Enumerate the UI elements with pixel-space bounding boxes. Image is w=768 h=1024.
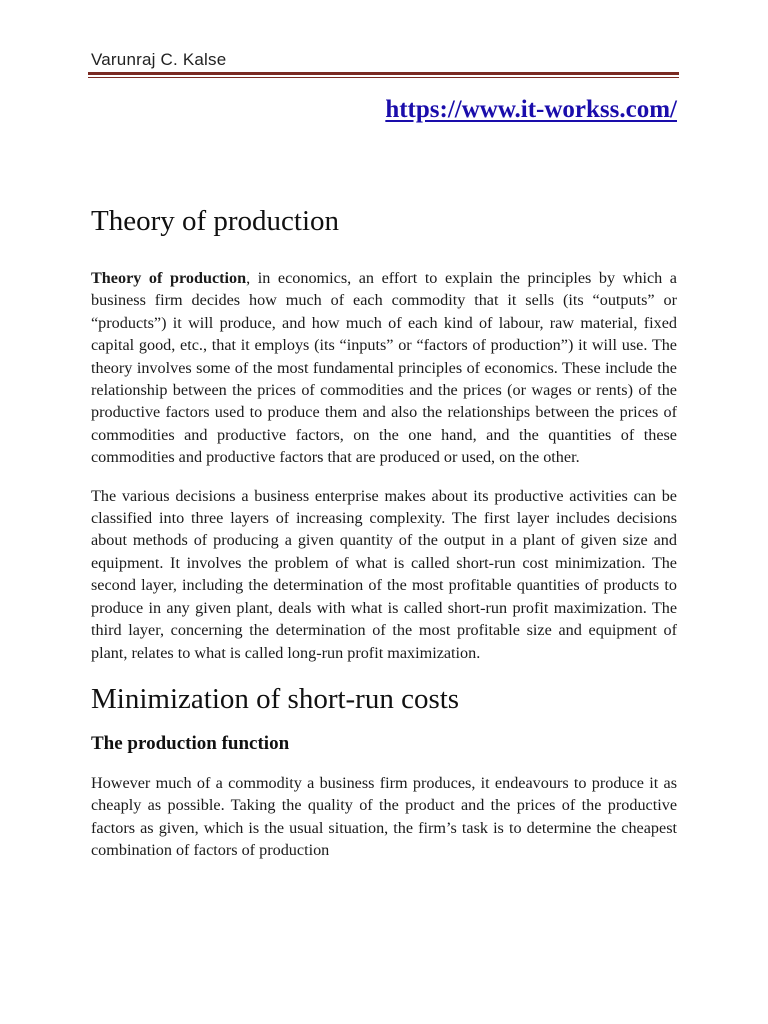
- paragraph-decisions: The various decisions a business enterprise makes about its productive activities can be classified into three layers of increasing complexity. The first layer includes decisions about methods of producing a given quantity of the output in a plant of given size and equipment. It involves the problem of what is called short-run cost minimization. The second layer, including the determination of the most profitable quantities of products to produce in any given plant, deals with what is called short-run profit maximization. The third layer, concerning the determination of the most profitable size and equipment of plant, relates to what is called long-run profit maximization.: [91, 486, 677, 662]
- paragraph-intro-text: , in economics, an effort to explain the principles by which a business firm decides how much of each commodity that it sells (its “outputs” or “products”) it will produce, and how much of each kind of labour, raw material, fixed capital good, etc., that it employs (its “inputs” or “factors of production”) it will use. The theory involves some of the most fundamental principles of economics. These include the relationship between the prices of commodities and the prices (or wages or rents) of the productive factors used to produce them and also the relationships between the prices of commodities and productive factors, on the one hand, and the quantities of these commodities and productive factors that are produced or used, on the other.: [91, 269, 677, 467]
- article-title: Theory of production: [91, 205, 340, 237]
- paragraph-intro-bold: Theory of production: [91, 269, 247, 287]
- website-link[interactable]: https://www.it-workss.com/: [385, 96, 677, 123]
- article-body: [91, 203, 677, 878]
- header-author: Varunraj C. Kalse: [91, 50, 227, 69]
- section-heading: Minimization of short-run costs: [91, 682, 460, 715]
- header-rule-thick: [88, 72, 679, 75]
- paragraph-production-function: However much of a commodity a business firm produces, it endeavours to produce it as cheaply as possible. Taking the quality of the product and the prices of the productive factors as given, which is the usual situation, the firm’s task is to determine the cheapest combination of factors of production: [91, 773, 677, 860]
- paragraph-intro: [91, 267, 677, 469]
- sub-heading: The production function: [91, 732, 290, 754]
- header-rule-thin: [88, 77, 679, 78]
